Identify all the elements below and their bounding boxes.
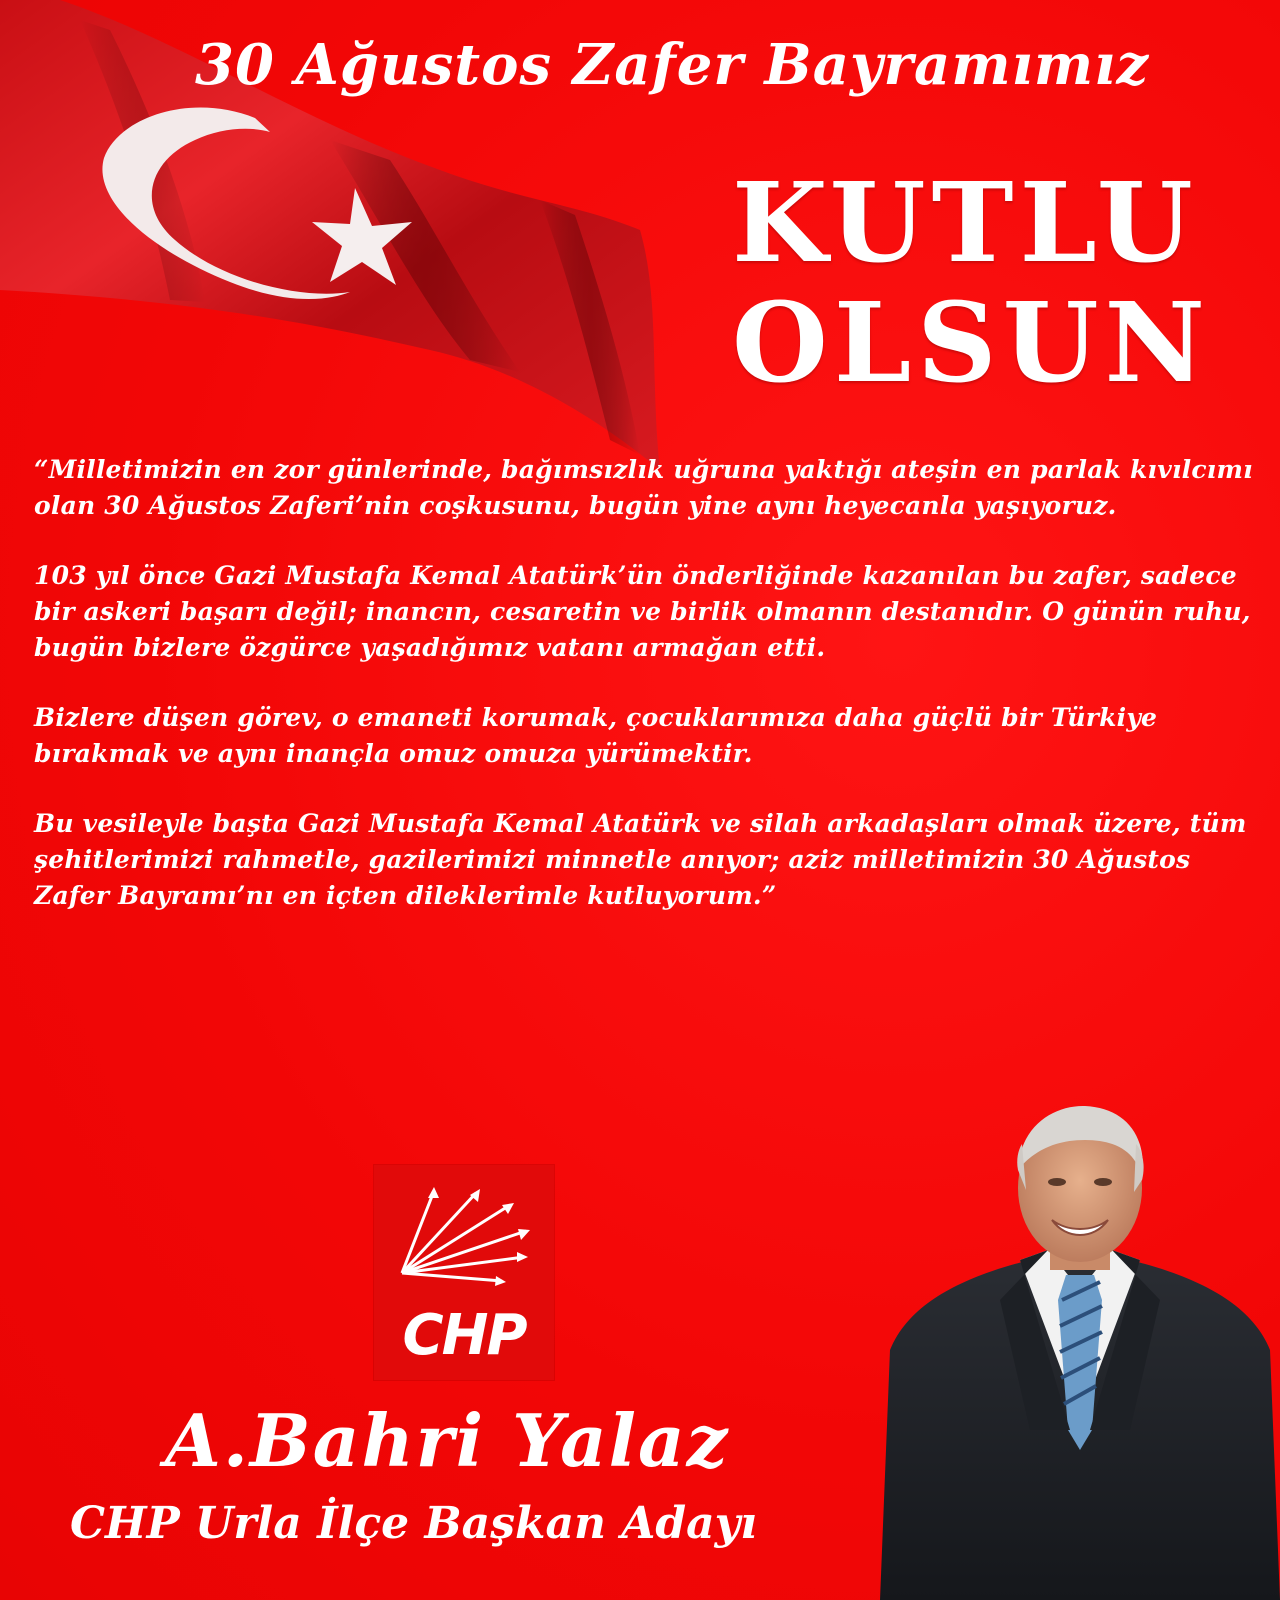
page-title: 30 Ağustos Zafer Bayramımız xyxy=(195,32,1150,98)
headline-kutlu: KUTLU xyxy=(732,158,1199,287)
chp-logo-text: CHP xyxy=(402,1303,526,1368)
message-body xyxy=(34,452,1254,948)
chp-logo xyxy=(374,1165,554,1380)
six-arrows-icon xyxy=(374,1165,554,1305)
headline-olsun: OLSUN xyxy=(732,278,1212,407)
message-paragraph: Bu vesileyle başta Gazi Mustafa Kemal Atatürk ve silah arkadaşları olmak üzere, tüm şehitlerimizi rahmetle, gazilerimizi minnetle anıyor; aziz milletimizin 30 Ağustos Zafer Bayramı’nı en içten dileklerimle kutluyorum.” xyxy=(34,809,1247,910)
message-paragraph: Bizlere düşen görev, o emaneti korumak, çocuklarımıza daha güçlü bir Türkiye bırakmak ve aynı inançla omuz omuza yürümektir. xyxy=(34,703,1158,768)
signature-role: CHP Urla İlçe Başkan Adayı xyxy=(70,1498,757,1549)
message-paragraph: “Milletimizin en zor günlerinde, bağımsızlık uğruna yaktığı ateşin en parlak kıvılcımı olan 30 Ağustos Zaferi’nin coşkusunu, bugün yine aynı heyecanla yaşıyoruz. xyxy=(34,455,1253,520)
message-paragraph: 103 yıl önce Gazi Mustafa Kemal Atatürk’ün önderliğinde kazanılan bu zafer, sadece bir askeri başarı değil; inancın, cesaretin ve birlik olmanın destanıdır. O günün ruhu, bugün bizlere özgürce yaşadığımız vatanı armağan etti. xyxy=(34,561,1251,662)
candidate-portrait xyxy=(880,1100,1280,1600)
signature-name: A.Bahri Yalaz xyxy=(165,1398,730,1483)
